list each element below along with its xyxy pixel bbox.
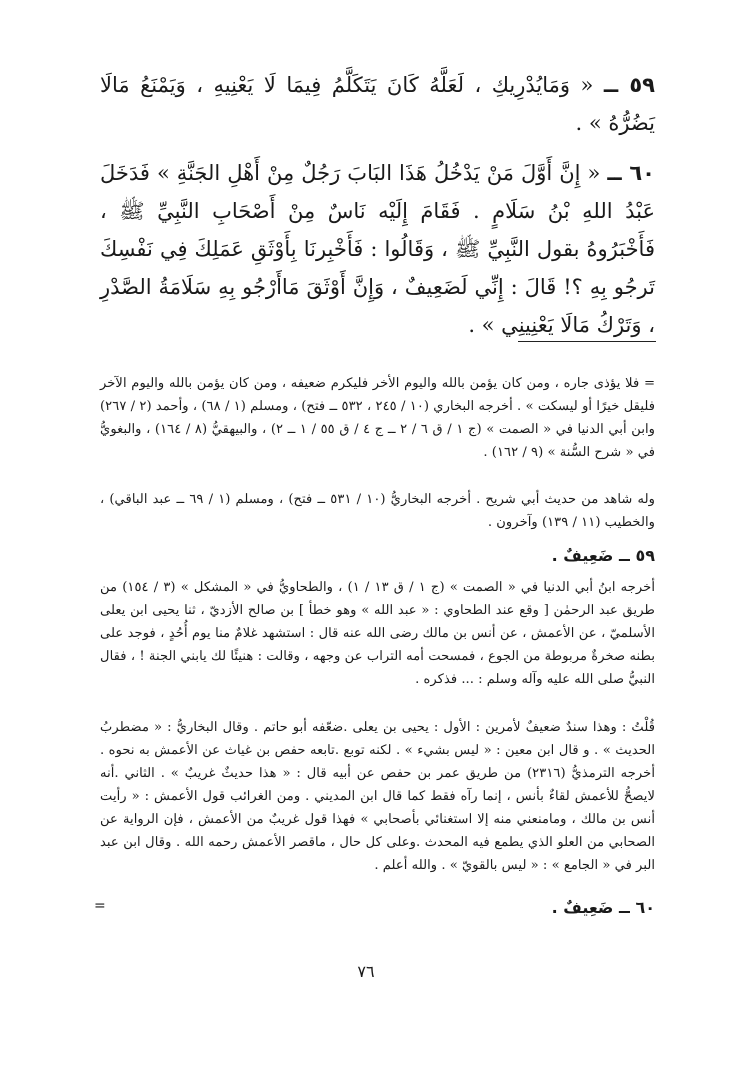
hadith-59-number: ٥٩ ــ xyxy=(603,73,655,97)
hadith-59-text: « وَمَايُدْرِيكِ ، لَعَلَّهُ كَانَ يَتَكَلَّمُ فِيمَا لَا يَعْنِيهِ ، وَيَمْنَعُ مَالَا يَضُرُّهُ » . xyxy=(100,73,655,135)
hadith-59 xyxy=(100,66,655,142)
footnote-heading-59: ٥٩ ــ ضَعِيفٌ . xyxy=(551,546,655,565)
footnote-shahid: وله شاهد من حديث أبي شريح . أخرجه البخاريُّ (١٠ / ٥٣١ ــ فتح) ، ومسلم (١ / ٦٩ ــ عبد الباقي) ، والخطيب (١١ / ١٣٩) وآخرون . xyxy=(100,492,656,530)
footnote-heading-60: ٦٠ ــ ضَعِيفٌ . xyxy=(551,898,655,917)
page-number: ٧٦ xyxy=(357,962,375,981)
hadith-60-number: ٦٠ ــ xyxy=(607,161,655,185)
footnote-continuation: = فلا يؤذى جاره ، ومن كان يؤمن بالله واليوم الأخر فليكرم ضعيفه ، ومن كان يؤمن بالله واليوم الآخر فليقل خيرًا أو ليسكت » . أخرجه البخاري (١٠ / ٢٤٥ ، ٥٣٢ ــ فتح) ، ومسلم (١ / ٦٨) ، وأحمد (٢ / ٢٦٧) وابن أبي الدنيا في « الصمت » (ج ١ / ق ٦ / ٢ ــ ج ٤ / ق ٥٥ / ١ ــ ٢) ، والبيهقيُّ (٨ / ١٦٤) ، والبغويُّ في « شرح السُّنة » (٩ / ١٦٢) . xyxy=(100,376,656,460)
continuation-mark: = xyxy=(94,898,106,914)
footnote-takhrij-59: أخرجه ابنُ أبي الدنيا في « الصمت » (ج ١ / ق ١٣ / ١) ، والطحاويُّ في « المشكل » (٣ / ١٥٤) من طريق عبد الرحمٰن [ وقع عند الطحاوي : « عبد الله » وهو خطأ ] بن صالح الأزديّ ، ثنا يحيى ابن يعلى الأسلميّ ، عن الأعمش ، عن أنس بن مالك رضى الله عنه قال : استشهد غلامٌ منا يوم أُحُدٍ ، فوجد على بطنه صخرةٌ مربوطة من الجوع ، فمسحت أمه التراب عن وجهه ، وقالت : هنيئًا لك يابني الجنة ! ، فقال النبيُّ صلى الله عليه وآله وسلم : ... فذكره . xyxy=(100,580,655,687)
hadith-60 xyxy=(100,154,655,344)
hadith-60-text: « إِنَّ أَوَّلَ مَنْ يَدْخُلُ هَذَا البَابَ رَجُلٌ مِنْ أَهْلِ الجَنَّةِ » فَدَخَلَ عَبْدُ اللهِ بْنُ سَلَامٍ . فَقَامَ إِلَيْه نَاسٌ مِنْ أَصْحَابِ النَّبِيِّ ﷺ ، فَأَخْبَرُوهُ بقول النَّبِيِّ ﷺ ، وَقَالُوا : فَأَخْبِرنَا بِأَوْثَقِ عَمَلِكَ فِي نَفْسِكَ تَرجُو بِهِ ؟! قَالَ : إِنِّي لَضَعِيفٌ ، وَإِنَّ أَوْثَقَ مَاأَرْجُو بِهِ سَلَامَةُ الصَّدْرِ ، وَتَرْكُ مَالَا يَعْنِينِي » . xyxy=(100,161,655,337)
footnote-qultu-59: قُلْتُ : وهذا سندٌ ضعيفٌ لأمرين : الأول : يحيى بن يعلى .ضعّفه أبو حاتم . وقال البخاريُّ : « مضطربُ الحديث » . و قال ابن معين : « ليس بشيء » . لكنه توبع .تابعه حفص بن غياث عن الأعمش به نحوه . أخرجه الترمذيُّ (٢٣١٦) من طريق عمر بن حفص عن أبيه قال : « هذا حديثٌ غريبٌ » . الثاني .أنه لايصحُّ للأعمش لقاءٌ بأنس ، إنما رآه فقط كما قال ابن المديني . ومن الغرائب قول الأعمش : « رأيت أنس بن مالك ، ومامنعني منه إلا استغنائي بأصحابي » فهذا قول غريبٌ من الأعمش ، فإن الرواية عن الصحابي من العلو الذي يطمع فيه المحدث .وعلى كل حال ، ماقصر الأعمش رحمه الله . وقال ابن عبد البر في « الجامع » : « ليس بالقويّ » . والله أعلم . xyxy=(100,720,655,873)
footnote-divider xyxy=(518,341,656,342)
